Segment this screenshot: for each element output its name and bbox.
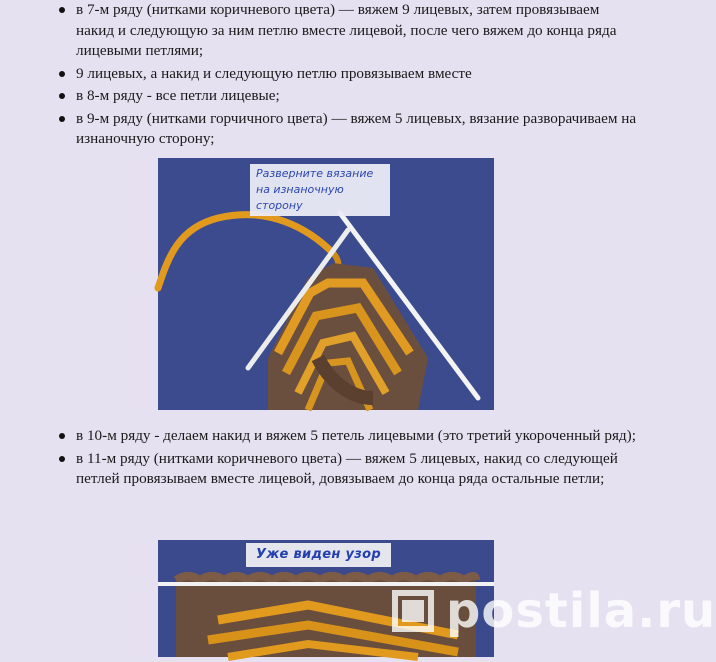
list-item: в 10-м ряду - делаем накид и вяжем 5 петель лицевыми (это третий укороченный ряд);	[0, 426, 660, 447]
knitting-photo-pattern	[158, 540, 494, 657]
watermark-logo-icon	[392, 590, 434, 632]
list-item: 9 лицевых, а накид и следующую петлю провязываем вместе	[0, 64, 660, 85]
watermark: postila.ru	[446, 583, 716, 639]
list-item: в 8-м ряду - все петли лицевые;	[0, 86, 660, 107]
instruction-list-bottom	[0, 426, 660, 490]
list-item: в 9-м ряду (нитками горчичного цвета) — вяжем 5 лицевых, вязание разворачиваем на изнаночную сторону;	[0, 109, 660, 150]
photo-caption: Разверните вязание на изнаночную сторону	[250, 164, 390, 216]
list-item: в 11-м ряду (нитками коричневого цвета) — вяжем 5 лицевых, накид со следующей петлей провязываем вместе лицевой, довязываем до конца ряда остальные петли;	[0, 449, 660, 490]
knitting-photo-turn	[158, 158, 494, 410]
list-item: в 7-м ряду (нитками коричневого цвета) — вяжем 9 лицевых, затем провязываем накид и следующую за ним петлю вместе лицевой, после чего вяжем до конца ряда лицевыми петлями;	[0, 0, 660, 62]
instruction-list-top	[0, 0, 660, 150]
photo-caption: Уже виден узор	[246, 543, 391, 567]
